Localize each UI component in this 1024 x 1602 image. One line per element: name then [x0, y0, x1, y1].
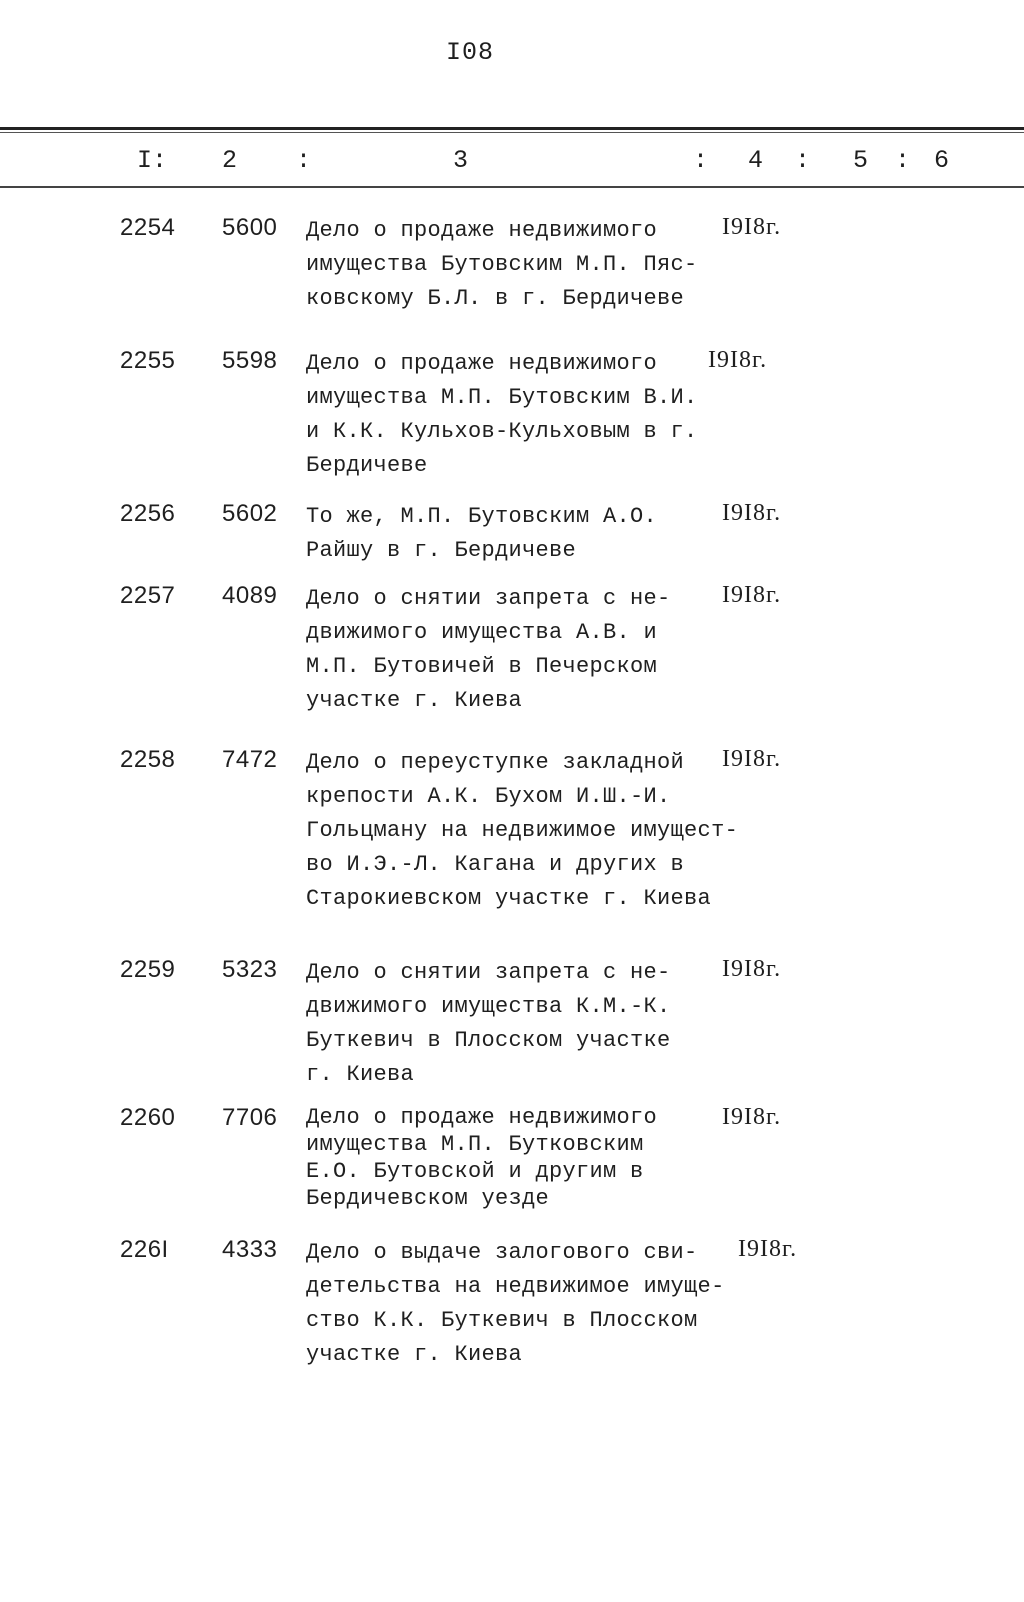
description-line: Бердичевском уезде: [306, 1186, 550, 1211]
description-line: Старокиевском участке г. Киева: [306, 886, 712, 911]
column-header-row: [0, 146, 1024, 180]
entry-number: 2259: [120, 956, 176, 983]
column-header-2: 2: [222, 146, 238, 175]
entry-code: 5600: [222, 214, 278, 241]
description-line: во И.Э.-Л. Кагана и других в: [306, 852, 685, 877]
entry-year: I9I8г.: [722, 214, 782, 240]
column-header-6: 6: [934, 146, 950, 175]
description-line: Гольцману на недвижимое имущест-: [306, 818, 739, 843]
column-separator: :: [795, 146, 811, 175]
entry-number: 2258: [120, 746, 176, 773]
description-line: участке г. Киева: [306, 688, 523, 713]
description-line: То же, М.П. Бутовским А.О.: [306, 504, 658, 529]
header-bottom-rule: [0, 186, 1024, 188]
entry-description: [306, 1236, 726, 1372]
entry-code: 7706: [222, 1104, 278, 1131]
entry-description: [306, 347, 726, 483]
entry-description: [306, 500, 726, 568]
description-line: М.П. Бутовичей в Печерском: [306, 654, 658, 679]
entry-description: [306, 956, 726, 1092]
column-separator: :: [296, 146, 312, 175]
description-line: Дело о переуступке закладной: [306, 750, 685, 775]
description-line: Дело о снятии запрета с не-: [306, 960, 671, 985]
entry-year: I9I8г.: [722, 1104, 782, 1130]
description-line: ковскому Б.Л. в г. Бердичеве: [306, 286, 685, 311]
entry-year: I9I8г.: [722, 956, 782, 982]
entry-number: 226I: [120, 1236, 169, 1263]
entry-code: 5602: [222, 500, 278, 527]
column-separator: :: [895, 146, 911, 175]
entry-year: I9I8г.: [722, 582, 782, 608]
entry-number: 2254: [120, 214, 176, 241]
description-line: Буткевич в Плосском участке: [306, 1028, 671, 1053]
entry-code: 4089: [222, 582, 278, 609]
description-line: имущества М.П. Бутковским: [306, 1132, 644, 1157]
description-line: имущества М.П. Бутовским В.И.: [306, 385, 698, 410]
description-line: Райшу в г. Бердичеве: [306, 538, 577, 563]
description-line: Дело о продаже недвижимого: [306, 1105, 658, 1130]
entry-description: [306, 746, 739, 916]
description-line: крепости А.К. Бухом И.Ш.-И.: [306, 784, 671, 809]
description-line: Дело о продаже недвижимого: [306, 351, 658, 376]
entry-description: [306, 582, 726, 718]
column-header-1: I:: [137, 146, 168, 175]
description-line: имущества Бутовским М.П. Пяс-: [306, 252, 698, 277]
entry-year: I9I8г.: [722, 746, 782, 772]
description-line: ство К.К. Буткевич в Плосском: [306, 1308, 698, 1333]
entry-year: I9I8г.: [722, 500, 782, 526]
entry-number: 2260: [120, 1104, 176, 1131]
description-line: Е.О. Бутовской и другим в: [306, 1159, 644, 1184]
entry-code: 5598: [222, 347, 278, 374]
entry-code: 4333: [222, 1236, 278, 1263]
column-header-4: 4: [748, 146, 764, 175]
header-top-rule-thin: [0, 132, 1024, 133]
entry-description: [306, 214, 726, 316]
entry-description: [306, 1104, 726, 1212]
entry-code: 5323: [222, 956, 278, 983]
entry-number: 2256: [120, 500, 176, 527]
column-header-3: 3: [453, 146, 469, 175]
column-separator: :: [693, 146, 709, 175]
description-line: детельства на недвижимое имуще-: [306, 1274, 725, 1299]
page-number: I08: [445, 38, 494, 67]
entry-number: 2255: [120, 347, 176, 374]
header-top-rule: [0, 127, 1024, 130]
description-line: движимого имущества А.В. и: [306, 620, 658, 645]
entry-code: 7472: [222, 746, 278, 773]
entry-year: I9I8г.: [738, 1236, 798, 1262]
description-line: Бердичеве: [306, 453, 428, 478]
description-line: Дело о снятии запрета с не-: [306, 586, 671, 611]
description-line: Дело о продаже недвижимого: [306, 218, 658, 243]
description-line: и К.К. Кульхов-Кульховым в г.: [306, 419, 698, 444]
description-line: Дело о выдаче залогового сви-: [306, 1240, 698, 1265]
entry-number: 2257: [120, 582, 176, 609]
description-line: участке г. Киева: [306, 1342, 523, 1367]
description-line: г. Киева: [306, 1062, 415, 1087]
description-line: движимого имущества К.М.-К.: [306, 994, 671, 1019]
entry-year: I9I8г.: [708, 347, 768, 373]
column-header-5: 5: [853, 146, 869, 175]
